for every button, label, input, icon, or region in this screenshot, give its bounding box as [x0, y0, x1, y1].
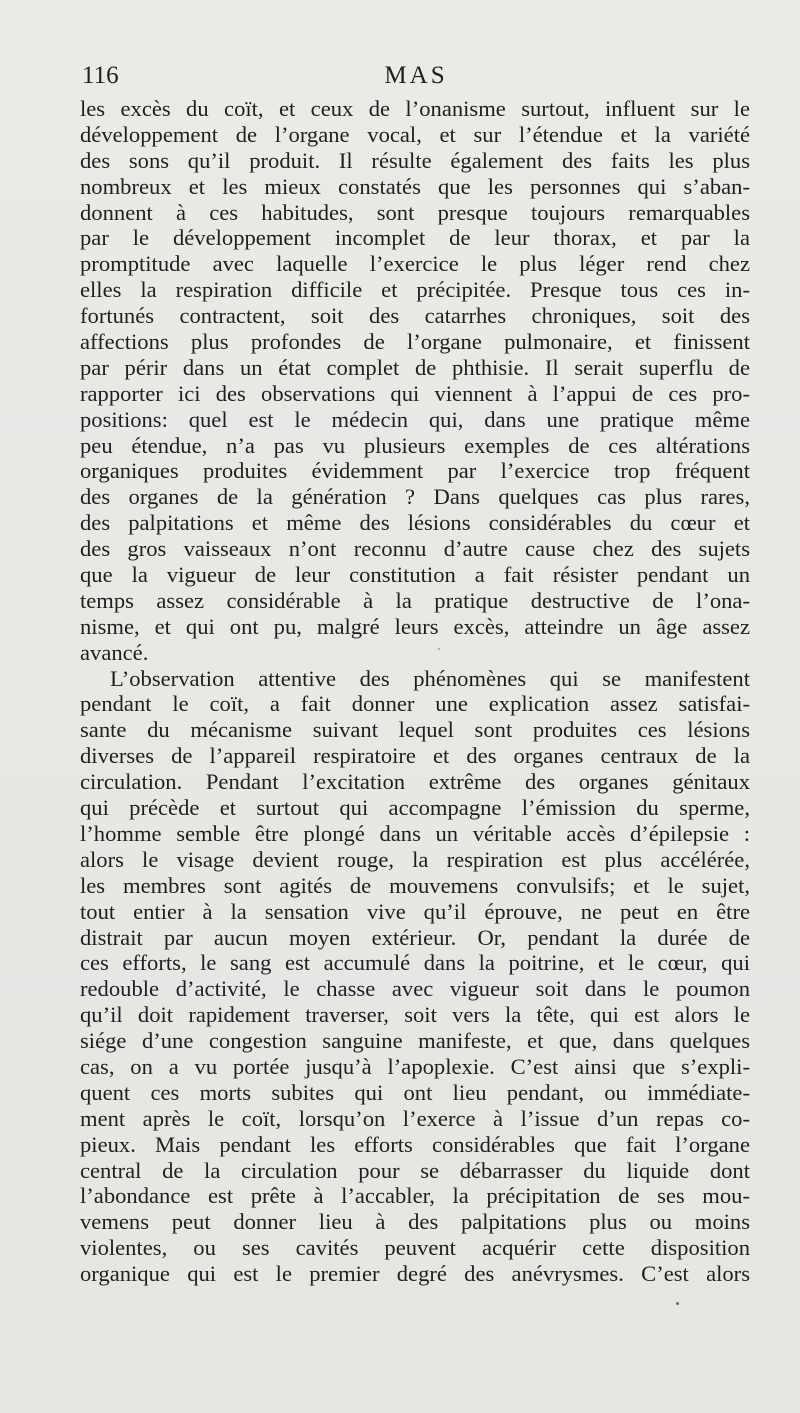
text-line: que la vigueur de leur constitution a fait résister pendant un	[80, 562, 750, 588]
text-line: donnent à ces habitudes, sont presque toujours remarquables	[80, 199, 750, 225]
text-line: des gros vaisseaux n’ont reconnu d’autre cause chez des sujets	[80, 536, 750, 562]
text-line: sante du mécanisme suivant lequel sont produites ces lésions	[80, 717, 750, 743]
text-line: des sons qu’il produit. Il résulte également des faits les plus	[80, 147, 750, 173]
text-line: les membres sont agités de mouvemens convulsifs; et le sujet,	[80, 872, 750, 898]
running-title: MAS	[384, 62, 448, 89]
text-line: circulation. Pendant l’excitation extrême des organes génitaux	[80, 769, 750, 795]
text-line: organiques produites évidemment par l’exercice trop fréquent	[80, 458, 750, 484]
text-line: siége d’une congestion sanguine manifeste, et que, dans quelques	[80, 1028, 750, 1054]
text-line: elles la respiration difficile et précipitée. Presque tous ces in-	[80, 277, 750, 303]
text-line: qu’il doit rapidement traverser, soit vers la tête, qui est alors le	[80, 1002, 750, 1028]
text-line: qui précède et surtout qui accompagne l’émission du sperme,	[80, 795, 750, 821]
text-line: affections plus profondes de l’organe pulmonaire, et finissent	[80, 329, 750, 355]
text-line: rapporter ici des observations qui viennent à l’appui de ces pro-	[80, 380, 750, 406]
paper-speck	[438, 648, 440, 650]
text-line: temps assez considérable à la pratique destructive de l’ona-	[80, 587, 750, 613]
text-line: redouble d’activité, le chasse avec vigueur soit dans le poumon	[80, 976, 750, 1002]
text-line: par le développement incomplet de leur thorax, et par la	[80, 225, 750, 251]
paper-speck	[676, 1302, 679, 1305]
body-text	[80, 96, 750, 1287]
text-line: distrait par aucun moyen extérieur. Or, pendant la durée de	[80, 924, 750, 950]
text-line: ment après le coït, lorsqu’on l’exerce à l’issue d’un repas co-	[80, 1105, 750, 1131]
text-line: diverses de l’appareil respiratoire et des organes centraux de la	[80, 743, 750, 769]
text-line: l’abondance est prête à l’accabler, la précipitation de ses mou-	[80, 1183, 750, 1209]
text-line: ces efforts, le sang est accumulé dans la poitrine, et le cœur, qui	[80, 950, 750, 976]
text-line: nombreux et les mieux constatés que les personnes qui s’aban-	[80, 173, 750, 199]
text-line: promptitude avec laquelle l’exercice le plus léger rend chez	[80, 251, 750, 277]
running-head	[82, 62, 750, 94]
text-line: nisme, et qui ont pu, malgré leurs excès, atteindre un âge assez	[80, 613, 750, 639]
text-line: des organes de la génération ? Dans quelques cas plus rares,	[80, 484, 750, 510]
text-line: alors le visage devient rouge, la respiration est plus accélérée,	[80, 846, 750, 872]
paragraph-start-line: L’observation attentive des phénomènes qui se manifestent	[110, 665, 750, 691]
text-line: organique qui est le premier degré des anévrysmes. C’est alors	[80, 1261, 750, 1287]
text-line: pieux. Mais pendant les efforts considérables que fait l’organe	[80, 1131, 750, 1157]
text-line: fortunés contractent, soit des catarrhes chroniques, soit des	[80, 303, 750, 329]
text-line: pendant le coït, a fait donner une explication assez satisfai-	[80, 691, 750, 717]
text-line: vemens peut donner lieu à des palpitations plus ou moins	[80, 1209, 750, 1235]
text-line: quent ces morts subites qui ont lieu pendant, ou immédiate-	[80, 1079, 750, 1105]
text-line: l’homme semble être plongé dans un véritable accès d’épilepsie :	[80, 820, 750, 846]
text-line: positions: quel est le médecin qui, dans une pratique même	[80, 406, 750, 432]
paragraph-end-line: avancé.	[80, 639, 149, 665]
text-line: tout entier à la sensation vive qu’il éprouve, ne peut en être	[80, 898, 750, 924]
page-number: 116	[82, 62, 119, 89]
text-line: par périr dans un état complet de phthisie. Il serait superflu de	[80, 354, 750, 380]
text-line: les excès du coït, et ceux de l’onanisme surtout, influent sur le	[80, 96, 750, 121]
text-line: développement de l’organe vocal, et sur l’étendue et la variété	[80, 121, 750, 147]
text-line: cas, on a vu portée jusqu’à l’apoplexie. C’est ainsi que s’expli-	[80, 1053, 750, 1079]
text-line: central de la circulation pour se débarrasser du liquide dont	[80, 1157, 750, 1183]
text-line: des palpitations et même des lésions considérables du cœur et	[80, 510, 750, 536]
text-line: violentes, ou ses cavités peuvent acquérir cette disposition	[80, 1235, 750, 1261]
text-line: peu étendue, n’a pas vu plusieurs exemples de ces altérations	[80, 432, 750, 458]
